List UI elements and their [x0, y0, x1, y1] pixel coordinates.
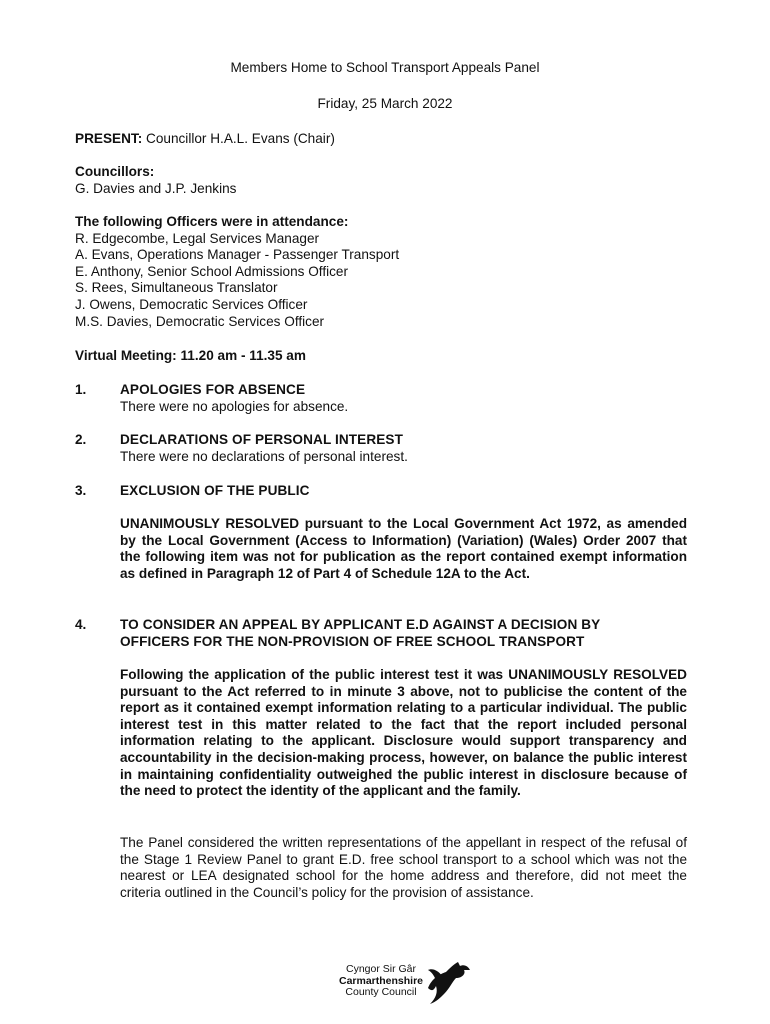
item-heading-line: OFFICERS FOR THE NON-PROVISION OF FREE SCHOOL TRANSPORT	[120, 633, 585, 649]
item-number: 1.	[75, 382, 87, 397]
logo-text	[333, 964, 429, 999]
item-1	[120, 382, 687, 415]
officer-item: A. Evans, Operations Manager - Passenger Transport	[75, 247, 400, 263]
item-heading: EXCLUSION OF THE PUBLIC	[120, 483, 310, 498]
officers-label: The following Officers were in attendance:	[75, 214, 349, 229]
item-resolution: Following the application of the public interest test it was UNANIMOUSLY RESOLVED pursuant to the Act referred to in minute 3 above, not to publicise the content of the report as it contained exempt information relating to a particular individual. The public interest test in this matter related to the fact that the report included personal information relating to the applicant. Disclosure would support transparency and accountability in the decision-making process, however, on balance the public interest in maintaining confidentiality outweighed the public interest in disclosure because of the need to protect the identity of the applicant and the family.	[120, 667, 687, 799]
item-number: 2.	[75, 432, 87, 447]
present-value: Councillor H.A.L. Evans (Chair)	[146, 131, 335, 146]
present-label: PRESENT:	[75, 131, 143, 146]
logo-line: Cyngor Sir Gâr	[345, 963, 417, 975]
dragon-logo-icon	[422, 958, 472, 1006]
officers-section	[75, 214, 687, 330]
councillors-section	[75, 164, 687, 197]
item-text: There were no declarations of personal interest.	[120, 448, 408, 464]
officer-item: J. Owens, Democratic Services Officer	[75, 296, 308, 312]
item-heading: DECLARATIONS OF PERSONAL INTEREST	[120, 432, 403, 447]
council-logo	[330, 958, 475, 1018]
councillors-value: G. Davies and J.P. Jenkins	[75, 180, 237, 196]
item-heading: APOLOGIES FOR ABSENCE	[120, 382, 306, 397]
item-3	[120, 483, 687, 500]
officer-item: S. Rees, Simultaneous Translator	[75, 280, 278, 296]
item-resolution: UNANIMOUSLY RESOLVED pursuant to the Local Government Act 1972, as amended by the Local Government (Access to Information) (Variation) (Wales) Order 2007 that the following item was not for publication as the report contained exempt information as defined in Paragraph 12 of Part 4 of Schedule 12A to the Act.	[120, 516, 687, 581]
item-number: 4.	[75, 617, 87, 632]
item-number: 3.	[75, 483, 87, 498]
item-text: There were no apologies for absence.	[120, 398, 349, 414]
councillors-label: Councillors:	[75, 164, 155, 179]
logo-line: Carmarthenshire	[338, 974, 424, 987]
officer-item: E. Anthony, Senior School Admissions Officer	[75, 263, 349, 279]
meeting-time: Virtual Meeting: 11.20 am - 11.35 am	[75, 348, 306, 363]
document-title: Members Home to School Transport Appeals Panel	[230, 60, 540, 75]
officer-item: R. Edgecombe, Legal Services Manager	[75, 230, 320, 246]
item-4	[120, 617, 687, 650]
item-heading-line: TO CONSIDER AN APPEAL BY APPLICANT E.D AGAINST A DECISION BY	[120, 617, 601, 632]
logo-line: County Council	[345, 986, 417, 998]
item-text: The Panel considered the written representations of the appellant in respect of the refusal of the Stage 1 Review Panel to grant E.D. free school transport to a school which was not the nearest or LEA designated school for the home address and therefore, did not meet the criteria outlined in the Council’s policy for the provision of assistance.	[120, 835, 687, 900]
item-2	[120, 432, 687, 465]
meeting-date: Friday, 25 March 2022	[317, 96, 453, 111]
present-line	[75, 131, 687, 148]
officer-item: M.S. Davies, Democratic Services Officer	[75, 313, 325, 329]
